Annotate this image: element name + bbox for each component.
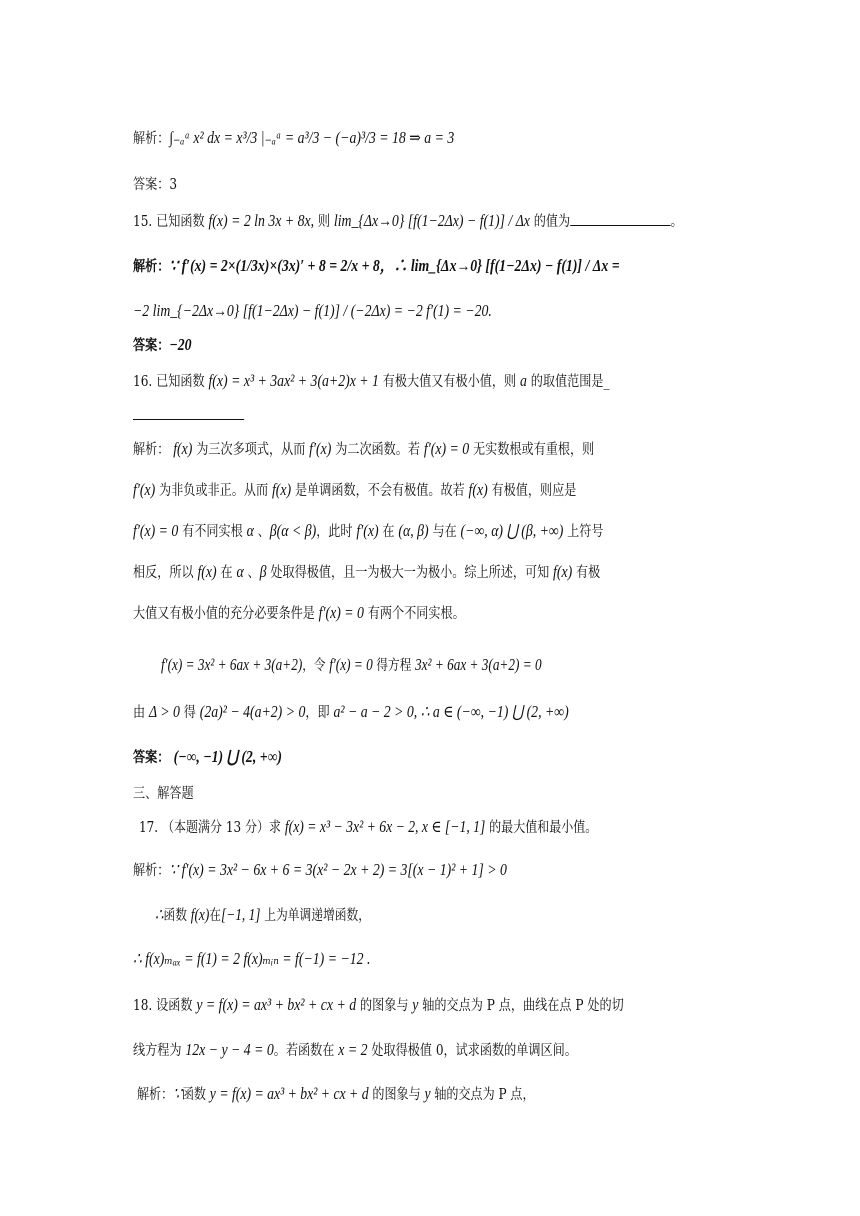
math-formula: −20 <box>169 335 192 354</box>
text-line <box>133 405 852 424</box>
text-line <box>139 819 852 836</box>
text-run: 函数 <box>163 908 191 924</box>
math-formula: y <box>412 995 419 1014</box>
math-formula: f′(x) = 0 <box>423 439 470 458</box>
text-run: 答案：3 <box>133 177 178 193</box>
text-line <box>161 657 852 674</box>
math-formula: y <box>424 1084 431 1103</box>
text-run: 函数 <box>181 1087 210 1103</box>
text-line <box>133 441 852 458</box>
math-formula: α <box>246 521 254 540</box>
text-run: 则 <box>314 214 334 230</box>
text-run: 是单调函数，不会有极值。故若 <box>291 483 469 499</box>
text-run: 答案： <box>133 337 170 354</box>
text-run: 的值为 <box>529 214 571 230</box>
text-run: 在 <box>216 565 237 581</box>
text-run: 为二次函数。若 <box>331 442 424 458</box>
text-run: 有两个不同实根。 <box>363 606 465 622</box>
math-formula: y = f(x) = ax³ + bx² + cx + d <box>196 995 357 1014</box>
math-formula: 3x² + 6ax + 3(a+2) = 0 <box>415 655 542 674</box>
math-formula: lim_{Δx→0} [f(1−2Δx) − f(1)] / Δx <box>333 211 530 230</box>
text-line <box>133 211 852 230</box>
text-run: 解析： <box>133 258 170 275</box>
math-formula: f(x) = x³ + 3ax² + 3(a+2)x + 1 <box>208 371 379 390</box>
text-run: 处取得极值 0，试求函数的单调区间。 <box>367 1043 577 1059</box>
math-formula: f(x) <box>190 905 210 924</box>
text-line <box>133 337 852 354</box>
text-run: 有极大值又有极小值，则 <box>378 374 521 390</box>
text-run: 轴的交点为 P 点，曲线在点 P 处的切 <box>418 998 624 1014</box>
text-run: 轴的交点为 P 点， <box>430 1087 535 1103</box>
text-run: 在 <box>378 524 399 540</box>
math-formula: x = 2 <box>338 1040 368 1059</box>
text-run: 有极值，则应是 <box>487 483 577 499</box>
math-formula: f(x) <box>271 480 292 499</box>
text-run: 与在 <box>428 524 461 540</box>
text-line <box>133 787 852 802</box>
math-formula: α <box>236 562 244 581</box>
text-line <box>133 997 852 1014</box>
text-line <box>155 907 852 924</box>
math-formula: Δ > 0 <box>148 702 180 721</box>
math-formula: f′(x) <box>356 521 379 540</box>
text-line <box>133 605 852 622</box>
text-run: 的图象与 <box>368 1087 425 1103</box>
text-line <box>133 258 852 275</box>
math-formula: 12x − y − 4 = 0 <box>185 1040 274 1059</box>
math-formula: f(x) = x³ − 3x² + 6x − 2, x ∈ [−1, 1] <box>284 817 486 836</box>
text-run: 。若函数在 <box>273 1043 339 1059</box>
text-line <box>133 704 852 721</box>
math-formula: f′(x) = 0 <box>318 603 364 622</box>
math-formula: f′(x) = 3x² + 6ax + 3(a+2) <box>161 655 303 674</box>
math-formula: ∵ <box>173 1084 182 1103</box>
text-run: 、 <box>243 565 260 581</box>
math-formula: β <box>259 562 267 581</box>
text-run: 三、解答题 <box>133 786 194 802</box>
text-run: 解析： <box>133 442 174 458</box>
math-formula: (−∞, α) ⋃ (β, +∞) <box>460 521 564 540</box>
text-run: 大值又有极小值的充分必要条件是 <box>133 606 319 622</box>
math-formula: f′(x) <box>309 439 332 458</box>
text-run: 有不同实根 <box>178 524 247 540</box>
math-formula: (2a)² − 4(a+2) > 0 <box>199 702 306 721</box>
text-run: 16. 已知函数 <box>133 374 209 390</box>
math-formula: ∵ f′(x) = 2×(1/3x)×(3x)′ + 8 = 2/x + 8，∴ lim_{Δx→0} [f(1−2Δx) − f(1)] / Δx = <box>169 256 620 275</box>
text-line <box>133 482 852 499</box>
text-run: 的取值范围是_ <box>526 374 610 390</box>
text-line <box>133 523 852 540</box>
text-run: 处取得极值，且一为极大一为极小。综上所述，可知 <box>266 565 554 581</box>
text-line <box>133 1042 852 1059</box>
text-run: 无实数根或有重根，则 <box>469 442 595 458</box>
text-run: 得方程 <box>372 658 416 674</box>
text-run: 解析： <box>133 863 170 879</box>
math-formula: −2 lim_{−2Δx→0} [f(1−2Δx) − f(1)] / (−2Δx) = −2 f′(1) = −20. <box>133 301 492 320</box>
math-formula: [−1, 1] <box>221 905 261 924</box>
text-run: 线方程为 <box>133 1043 186 1059</box>
answer-blank <box>570 211 670 226</box>
text-run: 为非负或非正。从而 <box>155 483 272 499</box>
text-line <box>133 951 852 968</box>
math-formula: ∴ f(x)ₘₐₓ = f(1) = 2 f(x)ₘᵢₙ = f(−1) = −12 . <box>133 949 371 968</box>
math-formula: f′(x) = 0 <box>329 655 373 674</box>
text-line <box>137 1086 852 1103</box>
text-run: 的最大值和最小值。 <box>485 820 598 836</box>
text-run: 为三次多项式，从而 <box>192 442 310 458</box>
text-run: 15. 已知函数 <box>133 214 209 230</box>
math-formula: ∫₋ₐᵃ x² dx = x³/3 |₋ₐᵃ = a³/3 − (−a)³/3 = 18 ⇒ a = 3 <box>169 128 455 147</box>
math-formula: f(x) = 2 ln 3x + 8x, <box>208 211 315 230</box>
text-run: ，即 <box>305 705 334 721</box>
text-run: 17. （本题满分 13 分）求 <box>139 820 285 836</box>
math-formula: β(α < β) <box>269 521 317 540</box>
text-run: 得 <box>179 705 200 721</box>
text-run: ，令 <box>302 658 330 674</box>
text-line <box>133 130 852 147</box>
text-run: 解析： <box>133 131 170 147</box>
text-run: ，此时 <box>316 524 357 540</box>
text-run: 。 <box>670 214 683 230</box>
text-run: 相反，所以 <box>133 565 198 581</box>
math-formula: f(x) <box>553 562 573 581</box>
math-formula: (α, β) <box>398 521 429 540</box>
math-formula: f′(x) <box>133 480 156 499</box>
math-formula: y = f(x) = ax³ + bx² + cx + d <box>209 1084 369 1103</box>
math-formula: f(x) <box>173 439 193 458</box>
text-run: 的图象与 <box>356 998 413 1014</box>
answer-blank <box>133 405 244 420</box>
math-formula: ∴ <box>155 905 164 924</box>
math-formula: a² − a − 2 > 0, ∴ a ∈ (−∞, −1) ⋃ (2, +∞) <box>333 702 569 721</box>
text-run: 在 <box>209 908 222 924</box>
text-run: 18. 设函数 <box>133 998 197 1014</box>
math-formula: f′(x) = 0 <box>133 521 179 540</box>
text-run: 解析： <box>137 1087 174 1103</box>
text-line <box>133 749 852 766</box>
math-formula: f(x) <box>468 480 488 499</box>
text-run: 答案： <box>133 749 174 766</box>
text-run: 、 <box>253 524 270 540</box>
text-line <box>133 862 852 879</box>
text-line <box>133 178 852 193</box>
text-run: 上为单调递增函数， <box>260 908 370 924</box>
text-run: 由 <box>133 705 149 721</box>
math-formula: ∵ f′(x) = 3x² − 6x + 6 = 3(x² − 2x + 2) = 3[(x − 1)² + 1] > 0 <box>169 860 507 879</box>
math-formula: (−∞, −1) ⋃ (2, +∞) <box>173 747 283 766</box>
text-run: 上符号 <box>563 524 604 540</box>
math-formula: f(x) <box>197 562 217 581</box>
text-line <box>133 303 852 320</box>
text-line <box>133 373 852 390</box>
text-run: 有极 <box>572 565 601 581</box>
text-line <box>133 564 852 581</box>
math-formula: a <box>520 371 527 390</box>
